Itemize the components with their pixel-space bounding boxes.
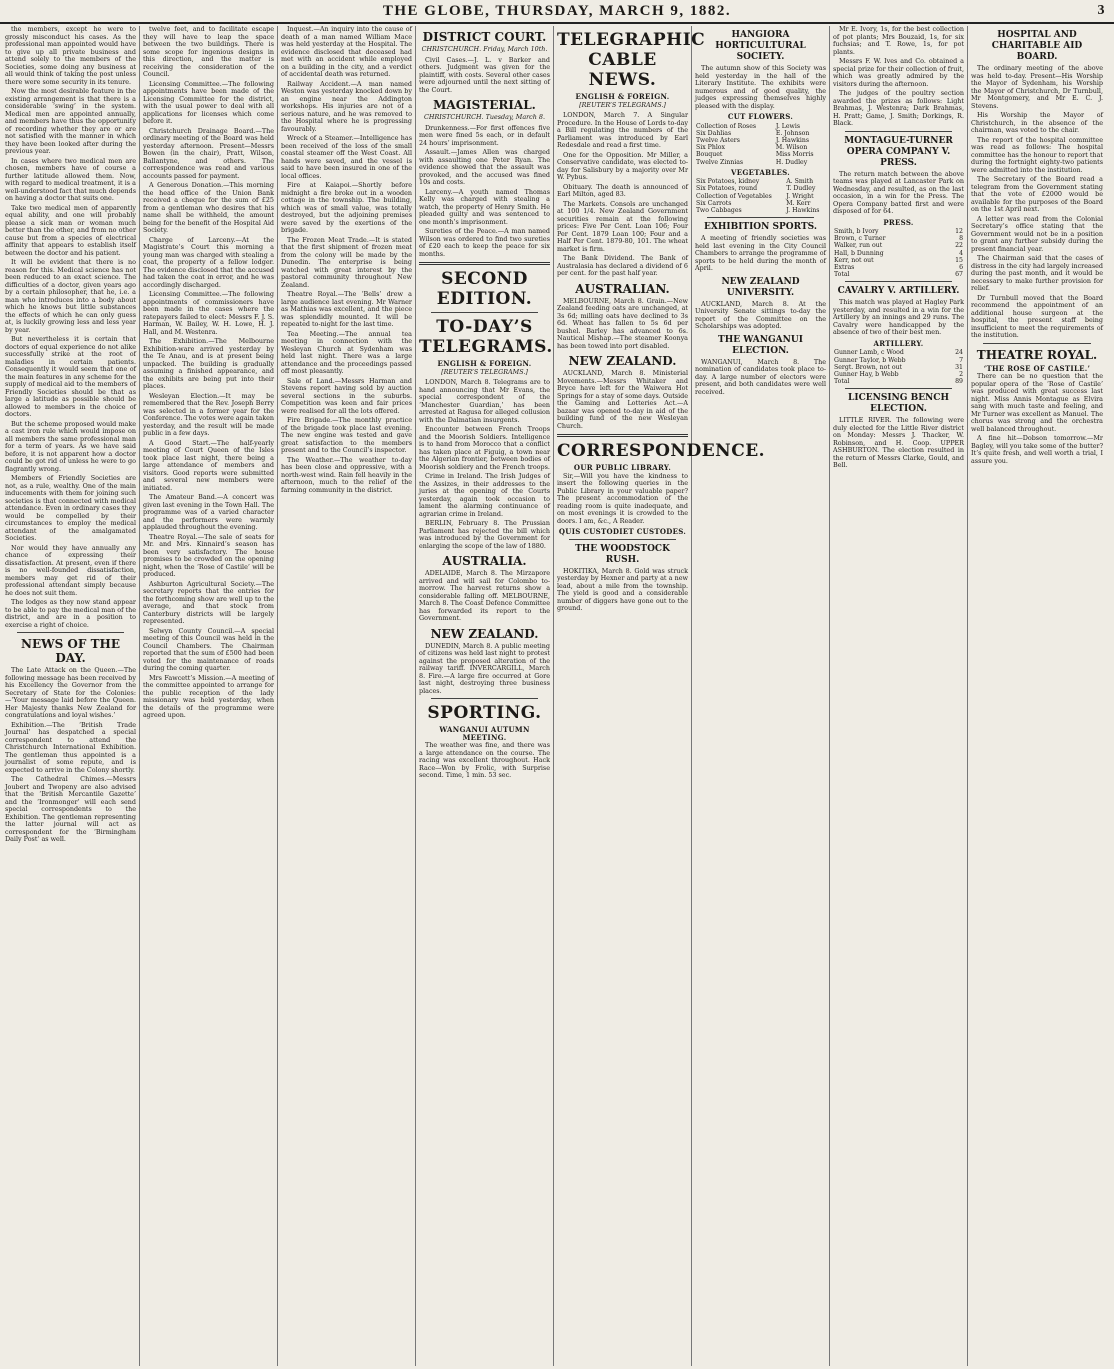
cavalry-text: This match was played at Hagley Park yesterday, and resulted in a win for the Artillery by an innings and 29 runs. The Cavalry were handicapped by the absence of two of their best men.	[833, 298, 964, 337]
exhibition-sports-text: A meeting of friendly societies was held last evening in the City Council Chambers to arrange the programme of sports to be held during the month of April.	[695, 234, 826, 273]
article-paragraph: But nevertheless it is certain that doctors of equal experience do not alike successfully strike at the root of maladies in certain patients. Consequently it would seem that one of the main features in any scheme for the supply of medical aid to the members of Friendly Societies should be that as large a latitude as possible should be allowed to members in the choice of doctors.	[5, 335, 136, 418]
theatre-text: There can be no question that the popular opera of the ‘Rose of Castile’ was produced with great success last night. Miss Annis Montague as Elvira sang with much taste and feeling, and Mr Turner was excellent as Manuel. The chorus was strong and the orchestra well balanced throughout.	[971, 372, 1103, 433]
university-heading: NEW ZEALAND UNIVERSITY.	[721, 276, 800, 298]
table-row	[833, 378, 964, 385]
table-row	[695, 137, 826, 144]
horticultural-heading: HANGIORA HORTICULTURAL SOCIETY.	[715, 30, 806, 62]
magisterial-item: Sureties of the Peace.—A man named Wilson was ordered to find two sureties of £20 each to keep the peace for six months.	[419, 227, 550, 258]
court-heading: DISTRICT COURT.	[422, 30, 547, 44]
article-paragraph: Take two medical men of apparently equal ability, and one will probably please a sick man or woman much better than the other, and from no other cause but from a species of electrical affinity that appears to establish itself between the doctor and his patient.	[5, 203, 136, 257]
divider	[557, 434, 688, 437]
election-text: WANGANUI, March 8. The nomination of candidates took place to-day. A large number of electors were present, and both candidates were well received.	[695, 357, 826, 396]
cut-flowers-table	[695, 123, 826, 166]
hospital-paragraph: The Secretary of the Board read a telegram from the Government stating that the vote of £2000 would be available for the purposes of the Board on the 1st April next.	[971, 175, 1103, 213]
divider	[419, 262, 550, 265]
licensing-heading: LICENSING BENCH ELECTION.	[848, 393, 949, 415]
divider	[431, 312, 538, 313]
runs: 31	[955, 363, 963, 371]
class-name: Twelve Zinnias	[696, 158, 744, 166]
cable-item: The Bank Dividend. The Bank of Australasia has declared a dividend of 6 per cent. for the past half year.	[557, 254, 688, 277]
news-item: The Frozen Meat Trade.—It is stated that the first shipment of frozen meat from the colony will be made by the Dunedin. The enterprise is being watched with great interest by the pastoral community throughout New Zealand.	[281, 235, 412, 289]
hospital-paragraph: A letter was read from the Colonial Secretary’s office stating that the Government would not be in a position to grant any further subsidy during the present financial year.	[971, 214, 1103, 253]
article-paragraph: Now the most desirable feature in the existing arrangement is that there is a considerable ‘swing’ in the system. Medical men are appointed annually, and members have thus the opportunity of recording whether they are or are not satisfied with the manner in which they have been looked after during the previous year.	[5, 87, 136, 155]
news-item: The Late Attack on the Queen.—The following message has been received by his Excellency the Governor from the Secretary of State for the Colonies:—‘Your message laid before the Queen. Her Majesty thanks New Zealand for congratulations and loyal wishes.’	[5, 666, 136, 719]
court-text: Civil Cases.—J. L. v Barker and others. Judgment was given for the plaintiff, with costs. Several other cases were adjourned until the next sitting of the Court.	[419, 55, 550, 94]
hospital-paragraph: The report of the hospital committee was read as follows: The hospital committee has the honour to report that during the fortnight eighty-two patients were admitted into the institution.	[971, 135, 1103, 174]
news-item: The Weather.—The weather to-day has been close and oppressive, with a north-west wind. Rain fell heavily in the afternoon, much to the relief of the farming community in the district.	[281, 455, 412, 494]
columns	[2, 26, 1112, 1366]
licensing-text: LITTLE RIVER. The following were duly elected for the Little River district on Monday: Messrs J. Thacker, W. Robinson, and H. Coop. UPPER ASHBURTON. The election resulted in the return of Messrs Clarke, Gould, and Bell.	[833, 416, 964, 470]
opera-match-text: The return match between the above teams was played at Lancaster Park on Wednesday, and resulted, as on the last occasion, in a win for the Press. The Opera Company batted first and were disposed of for 64.	[833, 169, 964, 215]
prize-item: Mr E. Ivory, 1s, for the best collection of pot plants; Mrs Bouzaid, 1s, for six fuchsias; and T. Rowe, 1s, for pot plants.	[833, 25, 964, 56]
table-row	[695, 151, 826, 158]
column-1	[2, 26, 140, 1366]
page-number: 3	[1097, 3, 1106, 18]
cable-item: One for the Opposition. Mr Miller, a Conservative candidate, was elected to-day for Salisbury by a majority over Mr W. Pybus.	[557, 150, 688, 181]
winner-name: M. Kerr	[786, 199, 811, 207]
reuter-label: [REUTER’S TELEGRAMS.]	[579, 100, 666, 109]
batsman: Gunner Taylor, b Webb	[834, 356, 906, 364]
quis-heading: QUIS CUSTODIET CUSTODES.	[558, 527, 687, 536]
news-item: Wreck of a Steamer.—Intelligence has been received of the loss of the small coastal steamer off the West Coast. All hands were saved, and the vessel is said to have been insured in one of the local offices.	[281, 134, 412, 180]
news-item: The Exhibition.—The Melbourne Exhibition-ware arrived yesterday by the Te Anau, and is at present being unpacked. The building is gradually assuming a finished appearance, and the exhibits are being put into their places.	[143, 337, 274, 390]
divider	[17, 632, 124, 633]
woodstock-text: HOKITIKA, March 8. Gold was struck yesterday by Hexner and party at a new lead, about a mile from the township. The yield is good and a considerable number of diggers have gone out to the ground.	[557, 566, 688, 612]
divider	[569, 539, 676, 540]
news-item: Theatre Royal.—The sale of seats for Mr. and Mrs. Kinnaird’s season has been very satisfactory. The house promises to be crowded on the opening night, when the ‘Rose of Castile’ will be produced.	[143, 532, 274, 578]
article-paragraph: But the scheme proposed would make a cast iron rule which would impose on all members the same professional man for a term of years. As we have said before, it is not apparent how a doctor could be got rid of unless he were to go flagrantly wrong.	[5, 419, 136, 473]
batsman: Hall, b Dunning	[834, 249, 884, 257]
runs: 6	[959, 264, 963, 272]
cavalry-heading: CAVALRY V. ARTILLERY.	[837, 286, 960, 297]
class-name: Collection of Roses	[696, 122, 757, 130]
news-item: Ashburton Agricultural Society.—The secretary reports that the entries for the forthcoming show are well up to the average, and that stock from Canterbury districts will be largely represented.	[143, 579, 274, 625]
class-name: Bouquet	[696, 151, 723, 159]
news-item: Licensing Committee.—The following appointments of commissioners have been made in the cases where the ratepayers failed to elect: Messrs F. J. S. Harman, W. Bailey, W. H. Lowe, H. J. Hall, and M. Westenra.	[143, 290, 274, 336]
table-row	[695, 178, 826, 185]
news-item: twelve feet, and to facilitate escape they will have to leap the space between the two buildings. There is some scope for ingenious designs in this direction, and the matter is receiving the consideration of the Council.	[143, 25, 274, 78]
news-item: The Amateur Band.—A concert was given last evening in the Town Hall. The programme was of a varied character and the performers were warmly applauded throughout the evening.	[143, 493, 274, 531]
table-row	[833, 257, 964, 264]
news-item: A Good Start.—The half-yearly meeting of Court Queen of the Isles took place last night, there being a large attendance of members and visitors. Good reports were submitted and several new members were initiated.	[143, 438, 274, 492]
cut-flowers-heading: CUT FLOWERS.	[727, 112, 794, 121]
new-zealand-heading: NEW ZEALAND.	[568, 354, 677, 368]
election-heading: THE WANGANUI ELECTION.	[718, 334, 803, 356]
vegetables-heading: VEGETABLES.	[730, 167, 791, 177]
theatre-extra: A fine hit—Dobson tomorrow.—Mr Bagley, will you take some of the butter? It’s quite fresh, and well worth a trial, I assure you.	[971, 434, 1103, 465]
prize-item: The judges of the poultry section awarded the prizes as follows: Light Brahmas, J. Westenra; Dark Brahmas, H. Pratt; Game, J. Smith; Dorkings, R. Black.	[833, 89, 964, 127]
edition-heading: SECOND EDITION.	[436, 269, 533, 309]
english-foreign-heading: ENGLISH & FOREIGN.	[437, 359, 532, 368]
winner-name: J. Hawkins	[786, 207, 820, 215]
divider	[707, 217, 814, 218]
news-item: Exhibition.—The ‘British Trade Journal’ has despatched a special correspondent to attend the Christchurch International Exhibition. The gentleman thus appointed is a journalist of some repute, and is expected to arrive in the Colony shortly.	[5, 720, 136, 774]
batsman: Extras	[834, 264, 855, 272]
theatre-heading: THEATRE ROYAL.	[976, 347, 1098, 362]
cable-item: Obituary. The death is announced of Earl Milton, aged 83.	[557, 182, 688, 198]
runs: 24	[955, 349, 963, 357]
table-row	[833, 228, 964, 235]
winner-name: A. Smith	[786, 178, 814, 186]
news-item: Wesleyan Election.—It may be remembered that the Rev. Joseph Berry was selected in a former year for the Conference. The votes were again taken yesterday, and the result will be made public in a few days.	[143, 391, 274, 437]
table-row	[695, 144, 826, 151]
batsman: Kerr, not out	[834, 256, 874, 264]
vegetables-table	[695, 178, 826, 214]
news-item: Mrs Fawcett’s Mission.—A meeting of the committee appointed to arrange for the public reception of the lady missionary was held yesterday, when the details of the programme were agreed upon.	[143, 673, 274, 719]
table-row	[833, 264, 964, 271]
reuter-label: [REUTER’S TELEGRAMS.]	[441, 367, 528, 376]
class-name: Two Cabbages	[696, 207, 742, 215]
innings-table	[833, 228, 964, 278]
telegrams-heading: TO-DAY’S TELEGRAMS.	[419, 317, 553, 357]
new-zealand-text: AUCKLAND, March 8. Ministerial Movements.—Messrs Whitaker and Bryce have left for the Waiwera Hot Springs for a stay of some days. Outside the Gaming and Lotteries Act.—A bazaar was opened to-day in aid of the building fund of the new Wesleyan Church.	[557, 369, 688, 430]
hospital-paragraph: The ordinary meeting of the above was held to-day. Present—His Worship the Mayor of Sydenham, his Worship the Mayor of Christchurch, Dr Turnbull, Mr Montgomery, and Mr E. C. J. Stevens.	[971, 64, 1103, 110]
article-paragraph: The lodges as they now stand appear to be able to pay the medical man of the district, and are in a position to exercise a right of choice.	[5, 598, 136, 629]
news-item: Inquest.—An inquiry into the cause of death of a man named William Mace was held yesterday at the Hospital. The evidence disclosed that deceased had met with an accident while employed on a building in the city, and a verdict of accidental death was returned.	[281, 25, 412, 78]
runs: 22	[955, 242, 963, 250]
artillery-table	[833, 349, 964, 385]
table-row	[695, 159, 826, 166]
article-paragraph: Nor would they have annually any chance of expressing their dissatisfaction. At present, even if there is no well-founded dissatisfaction, members may get rid of their professional attendant simply because he does not suit them.	[5, 543, 136, 597]
correspondence-text: Sir,—Will you have the kindness to insert the following queries in the Public Library in your valuable paper? The present accommodation of the reading room is quite inadequate, and on most evenings it is crowded to the doors. I am, &c., A Reader.	[557, 471, 688, 525]
table-row	[695, 193, 826, 200]
batsman: Sergt. Brown, not out	[834, 363, 903, 371]
table-row	[695, 123, 826, 130]
winner-name: T. Dudley	[786, 185, 816, 193]
table-row	[833, 271, 964, 278]
australian-text: MELBOURNE, March 8. Grain.—New Zealand feeding oats are unchanged, at 3s 6d; milling oats have declined to 3s 6d. Wheat has fallen to 5s 6d per bushel. Barley has advanced to 6s. Nautical Mishap.—The steamer Koonya has been towed into port disabled.	[557, 296, 688, 350]
cable-item: LONDON, March 7. A Singular Procedure. In the House of Lords to-day a Bill regulating the numbers of the Parliament was introduced by Earl Redesdale and read a first time.	[557, 111, 688, 149]
theatre-subheading: ‘THE ROSE OF CASTILE.’	[983, 363, 1091, 373]
artillery-heading: ARTILLERY.	[873, 338, 924, 348]
class-name: Six Dahlias	[696, 129, 732, 137]
runs: 15	[955, 256, 963, 264]
divider	[431, 698, 538, 699]
correspondence-heading: CORRESPONDENCE.	[557, 441, 766, 461]
divider	[983, 343, 1091, 344]
table-row	[695, 200, 826, 207]
winner-name: Miss Morris	[775, 151, 814, 159]
article-paragraph: the members, except he were to grossly misconduct his cases. As the professional man appointed would have to give up all private business and attend solely to the members of the Societies, some doing any business at all would think of taking the post unless there were some security in its tenure.	[5, 25, 136, 86]
prize-item: Messrs F. W. Ives and Co. obtained a special prize for their collection of fruit, which was greatly admired by the visitors during the afternoon.	[833, 57, 964, 88]
batsman: Gunner Hay, b Webb	[834, 371, 899, 379]
hospital-paragraph: Dr Turnbull moved that the Board recommend the appointment of an additional house surgeon at the hospital, the present staff being insufficient to meet the requirements of the institution.	[971, 293, 1103, 339]
column-7	[830, 26, 968, 1366]
winner-name: J. Lewis	[775, 122, 800, 130]
winner-name: J. Wright	[786, 192, 814, 200]
class-name: Twelve Asters	[696, 136, 740, 144]
opera-match-heading: MONTAGUE-TURNER OPERA COMPANY V. PRESS.	[844, 135, 953, 168]
runs: 67	[955, 271, 963, 279]
magisterial-item: Larceny.—A youth named Thomas Kelly was charged with stealing a watch, the property of Henry Smith. He pleaded guilty and was sentenced to one month’s imprisonment.	[419, 187, 550, 226]
news-item: Theatre Royal.—The ‘Bells’ drew a large audience last evening. Mr Warner as Mathias was excellent, and the piece was splendidly mounted. It will be repeated to-night for the last time.	[281, 290, 412, 328]
column-4	[416, 26, 554, 1366]
table-row	[833, 357, 964, 364]
winner-name: J. Hawkins	[775, 136, 810, 144]
woodstock-heading: THE WOODSTOCK RUSH.	[575, 543, 670, 565]
court-subheading: CHRISTCHURCH. Friday, March 10th.	[421, 45, 548, 53]
table-row	[833, 364, 964, 371]
sporting-subheading: WANGANUI AUTUMN MEETING.	[439, 725, 530, 742]
news-item: Sale of Land.—Messrs Harman and Stevens report having sold by auction several sections in the suburbs. Competition was keen and fair prices were realised for all the lots offered.	[281, 376, 412, 415]
table-row	[695, 185, 826, 192]
innings-heading: PRESS.	[883, 217, 914, 227]
table-row	[833, 242, 964, 249]
australia-text: ADELAIDE, March 8. The Mirzapore arrived and will sail for Colombo to-morrow. The harvest returns show a considerable falling off. MELBOURNE, March 8. The Coast Defence Committee has forwarded its report to the Government.	[419, 569, 550, 622]
exhibition-sports-heading: EXHIBITION SPORTS.	[704, 222, 817, 233]
divider	[845, 388, 952, 389]
article-paragraph: In cases where two medical men are chosen, members have of course a further latitude allowed them. Now, with regard to medical treatment, it is a well-understood fact that much depends on having a doctor that suits one.	[5, 156, 136, 202]
new-zealand-heading: NEW ZEALAND.	[430, 626, 539, 641]
runs: 8	[959, 235, 963, 243]
sporting-heading: SPORTING.	[427, 703, 542, 723]
batsman: Walker, run out	[834, 242, 883, 250]
article-paragraph: Members of Friendly Societies are not, as a rule, wealthy. One of the main inducements with them for joining such societies is that connected with medical attendance. Even in ordinary cases they would be compelled by their circumstances to employ the medical attendant of the amalgamated Societies.	[5, 474, 136, 542]
divider	[845, 131, 952, 132]
news-item: The Cathedral Chimes.—Messrs Joubert and Twopeny are also advised that the ‘British Mercantile Gazette’ and the ‘Ironmonger’ will each send special correspondents to the Exhibition. The gentleman representing the latter journal will act as correspondent for the ‘Birmingham Daily Post’ as well.	[5, 775, 136, 843]
cable-item: The Markets. Consols are unchanged at 100 1/4. New Zealand Government securities remain at the following prices: Five Per Cent. Loan 106; Four Per Cent. 1879 Loan 100; Four and a Half Per Cent. 1879-80, 101. The wheat market is firm.	[557, 199, 688, 253]
news-item: Tea Meeting.—The annual tea meeting in connection with the Wesleyan Church at Sydenham was held last night. There was a large attendance and the proceedings passed off most pleasantly.	[281, 329, 412, 375]
table-row	[833, 235, 964, 242]
batsman: Gunner Lamb, c Wood	[834, 349, 904, 357]
masthead	[0, 0, 1114, 24]
column-6	[692, 26, 830, 1366]
news-item: Christchurch Drainage Board.—The ordinary meeting of the Board was held yesterday afternoon. Present—Messrs Bowen (in the chair), Pratt, Wilson, Ballantyne, and others. The correspondence was read and various accounts passed for payment.	[143, 126, 274, 180]
batsman: Smith, b Ivory	[834, 228, 879, 235]
winner-name: M. Wilson	[775, 144, 808, 152]
batsman: Brown, c Turner	[834, 235, 886, 243]
runs: 89	[955, 378, 963, 386]
winner-name: E. Johnson	[775, 129, 810, 137]
runs: 4	[959, 249, 963, 257]
telegram-item: BERLIN, February 8. The Prussian Parliament has rejected the bill which was introduced by the Government for enlarging the scope of the law of 1880.	[419, 519, 550, 550]
divider	[845, 281, 952, 282]
news-item: A Generous Donation.—This morning the head office of the Union Bank received a cheque for the sum of £25 from a gentleman who desires that his name shall be withheld, the amount being for the benefit of the Hospital Aid Society.	[143, 181, 274, 234]
column-8	[968, 26, 1106, 1366]
hospital-paragraph: The Chairman said that the cases of distress in the city had largely increased during the past month, and it would be necessary to make further provision for relief.	[971, 254, 1103, 292]
hospital-heading: HOSPITAL AND CHARITABLE AID BOARD.	[991, 30, 1083, 62]
runs: 7	[959, 356, 963, 364]
university-text: AUCKLAND, March 8. At the University Senate sittings to-day the report of the Committee on the Scholarships was adopted.	[695, 299, 826, 331]
runs: 12	[955, 228, 963, 235]
batsman: Total	[834, 378, 850, 386]
column-2	[140, 26, 278, 1366]
table-row	[833, 250, 964, 257]
news-item: Fire at Kaiapoi.—Shortly before midnight a fire broke out in a wooden cottage in the township. The building, which was of small value, was totally destroyed, but the adjoining premises were saved by the exertions of the brigade.	[281, 181, 412, 234]
new-zealand-text: DUNEDIN, March 8. A public meeting of citizens was held last night to protest against the proposed alteration of the railway tariff. INVERCARGILL, March 8. Fire.—A large fire occurred at Gore last night, destroying three business places.	[419, 641, 550, 695]
sporting-text: The weather was fine, and there was a large attendance on the course. The racing was excellent throughout. Hack Race—Won by Frolic, with Surprise second. Time, 1 min. 53 sec.	[419, 741, 550, 779]
news-item: Fire Brigade.—The monthly practice of the brigade took place last evening. The new engine was tested and gave great satisfaction to the members present and to the Council’s inspector.	[281, 416, 412, 454]
table-row	[833, 371, 964, 378]
horticultural-intro: The autumn show of this Society was held yesterday in the hall of the Literary Institute. The exhibits were numerous and of good quality, the judges expressing themselves highly pleased with the display.	[695, 64, 826, 110]
australia-heading: AUSTRALIA.	[442, 554, 527, 568]
class-name: Six Carrots	[696, 199, 732, 207]
news-item: Licensing Committee.—The following appointments have been made of the Licensing Committee for the district, with the usual power to deal with all applications for licenses which come before it.	[143, 79, 274, 125]
cable-heading: TELEGRAPHIC CABLE NEWS.	[557, 30, 706, 90]
section-heading: NEWS OF THE DAY.	[21, 637, 120, 665]
news-item: Selwyn County Council.—A special meeting of this Council was held in the Council Chambers. The Chairman reported that the sum of £500 had been voted for the maintenance of roads during the coming quarter.	[143, 626, 274, 672]
table-row	[695, 130, 826, 137]
runs: 2	[959, 371, 963, 379]
class-name: Six Potatoes, round	[696, 185, 758, 193]
article-paragraph: It will be evident that there is no reason for this. Medical science has not been reduced to an exact science. The difficulties of a doctor, given years ago by a certain philosopher, that he, i.e. a man who introduces into a body about which he knows but little substances the effects of which he can only guess at, is luckily growing less and less year by year.	[5, 258, 136, 334]
magisterial-heading: MAGISTERIAL.	[433, 98, 536, 112]
magisterial-item: Assault.—James Allen was charged with assaulting one Peter Ryan. The evidence showed that the assault was provoked, and the accused was fined 10s and costs.	[419, 148, 550, 186]
telegram-item: Crime in Ireland. The Irish Judges of the Assizes, in their addresses to the juries at the opening of the Courts yesterday, again took occasion to lament the alarming continuance of agrarian crime in Ireland.	[419, 472, 550, 518]
cable-subheading: ENGLISH & FOREIGN.	[575, 92, 670, 101]
table-row	[695, 207, 826, 214]
class-name: Collection of Vegetables	[696, 192, 772, 200]
column-3	[278, 26, 416, 1366]
news-item: Charge of Larceny.—At the Magistrate’s Court this morning a young man was charged with stealing a coat, the property of a fellow lodger. The evidence disclosed that the accused had taken the coat in error, and he was accordingly discharged.	[143, 235, 274, 289]
hospital-paragraph: His Worship the Mayor of Christchurch, in the absence of the chairman, was voted to the chair.	[971, 111, 1103, 134]
class-name: Six Potatoes, kidney	[696, 178, 760, 186]
news-item: Railway Accident.—A man named Weston was yesterday knocked down by an engine near the Addington workshops. His injuries are not of a serious nature, and he was removed to the Hospital where he is progressing favourably.	[281, 79, 412, 133]
table-row	[833, 349, 964, 356]
telegram-item: LONDON, March 8. Telegrams are to hand announcing that Mr Evans, the special correspondent of the ‘Manchester Guardian,’ has been arrested at Ragusa for alleged collusion with the Dalmatian insurgents.	[419, 378, 550, 424]
australian-heading: AUSTRALIAN.	[575, 281, 670, 296]
winner-name: H. Dudley	[775, 158, 808, 166]
class-name: Six Phlox	[696, 144, 726, 152]
magisterial-subheading: CHRISTCHURCH. Tuesday, March 8.	[423, 113, 546, 121]
telegram-item: Encounter between French Troops and the Moorish Soldiers. Intelligence is to hand from Morocco that a conflict has taken place at Figuig, a town near the Algerian frontier, between bodies of Moorish soldiery and the French troops.	[419, 425, 550, 471]
masthead-title: THE GLOBE, THURSDAY, MARCH 9, 1882.	[382, 2, 732, 19]
batsman: Total	[834, 271, 850, 279]
magisterial-item: Drunkenness.—For first offences five men were fined 5s each, or in default 24 hours’ imprisonment.	[419, 123, 550, 147]
correspondence-subheading: OUR PUBLIC LIBRARY.	[573, 463, 672, 472]
